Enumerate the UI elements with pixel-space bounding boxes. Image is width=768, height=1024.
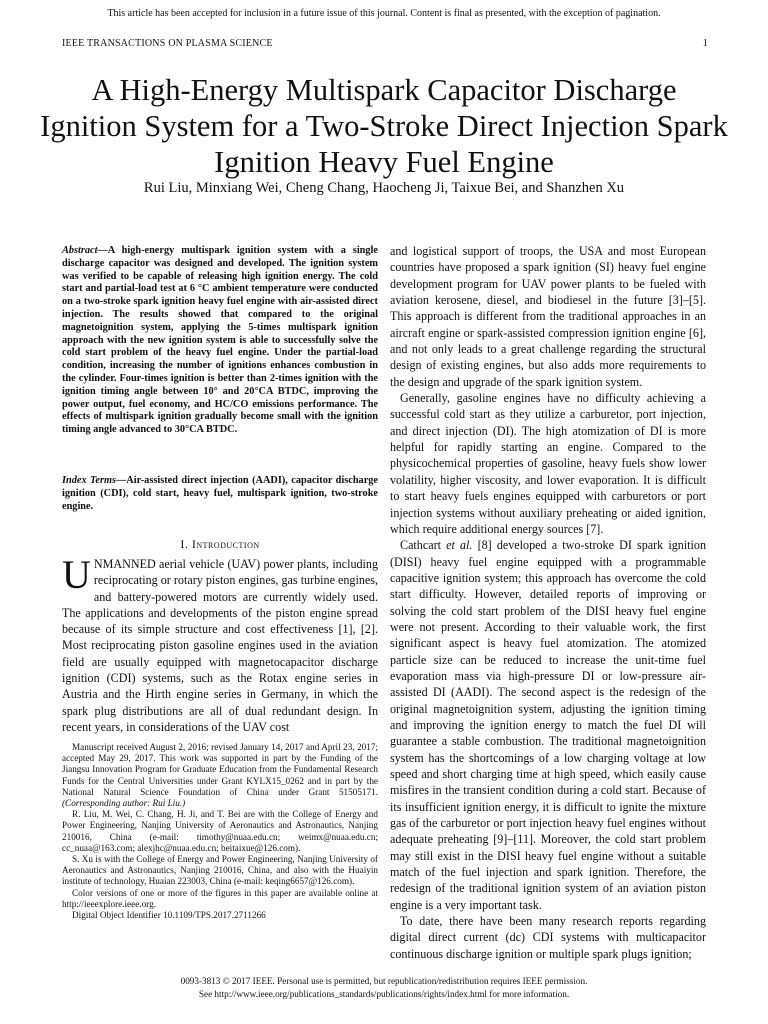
introduction-text: NMANNED aerial vehicle (UAV) power plants, including reciprocating or rotary piston engines, gas turbine engines, and battery-powered motors are currently widely used. The applications and developments of the piston engine spread because of its simple structure and cost effectiveness [1], [2]. Most reciprocating piston gasoline engines used in the aviation field are usually equipped with magnetocapacitor discharge ignition (CDI) systems, such as the Rotax engine series in Austria and the Hirth engine series in Germany, in which the spark plug distributions are all of dual redundant design. In recent years, in considerations of the UAV cost (62, 557, 378, 734)
abstract-text: A high-energy multispark ignition system with a single discharge capacitor was designed and developed. The ignition system was verified to be capable of releasing high ignition energy. The cold start and partial-load test at 6 °C ambient temperature were conducted on a two-stroke spark ignition heavy fuel engine with air-assisted direct injection. The results showed that compared to the original magnetoignition system, applying the 5-times multispark ignition approach with the new ignition system is able to successfully solve the cold start problem of the heavy fuel engine. Under the partial-load condition, increasing the number of ignitions enhances combustion in the cylinder. Four-times ignition is better than 2-times ignition with the ignition timing angle between 10° and 20°CA BTDC, improving the power output, fuel economy, and HC/CO emissions performance. The effects of multispark ignition gradually become small with the ignition timing angle advanced to 30°CA BTDC. (62, 245, 378, 436)
index-terms (62, 475, 378, 513)
drop-cap: U (62, 552, 91, 597)
manuscript-note (62, 742, 378, 809)
paragraph-3-start: Cathcart (400, 538, 447, 553)
introduction-paragraph (62, 552, 378, 735)
index-terms-text: Air-assisted direct injection (AADI), capacitor discharge ignition (CDI), cold start, heavy fuel, multispark ignition, two-stroke engine. (62, 475, 378, 512)
index-terms-label: Index Terms— (62, 475, 127, 486)
color-figures-note: Color versions of one or more of the figures in this paper are available online at http://ieeexplore.ieee.org. (62, 887, 378, 909)
footnotes (62, 742, 378, 921)
manuscript-text: Manuscript received August 2, 2016; revised January 14, 2017 and April 23, 2017; accepted May 29, 2017. This work was supported in part by the Funding of the Jiangsu Innovation Program for Graduate Education from the Fundamental Research Funds for the Central Universities under Grant KYLX15_0262 and in part by the National Natural Science Foundation of China under Grant 51505171. (62, 742, 378, 797)
abstract (62, 245, 378, 437)
paper-title: A High-Energy Multispark Capacitor Discharge Ignition System for a Two-Stroke Direct Injection Spark Ignition Heavy Fuel Engine (40, 73, 728, 179)
body-paragraph-4: To date, there have been many research reports regarding digital direct current (dc) CDI systems with multicapacitor continuous discharge ignition or multiple spark plugs ignition; (390, 914, 706, 961)
right-column-body (390, 243, 706, 962)
journal-name: IEEE TRANSACTIONS ON PLASMA SCIENCE (62, 38, 273, 49)
rights-link-line: See http://www.ieee.org/publications_standards/publications/rights/index.html for more information. (198, 988, 570, 999)
copyright-footer (40, 975, 728, 1000)
body-paragraph-3 (390, 537, 706, 913)
corresponding-author: (Corresponding author: Rui Liu.) (62, 798, 186, 809)
acceptance-notice: This article has been accepted for inclusion in a future issue of this journal. Content is final as presented, with the exception of pagination. (107, 8, 661, 19)
body-paragraph-2: Generally, gasoline engines have no difficulty achieving a successful cold start as they utilize a carburetor, port injection, and direct injection (DI). The high atomization of DI is more helpful for rapidly starting an engine. Compared to the physicochemical properties of gasoline, heavy fuels show lower volatility, higher viscosity, and lower evaporation. It is difficult to start heavy fuels engines equipped with carburetors or port injection systems without auxiliary preheating or aided ignition, which require additional energy sources [7]. (390, 391, 706, 536)
doi-note: Digital Object Identifier 10.1109/TPS.2017.2711266 (72, 910, 266, 921)
paragraph-3-rest: [8] developed a two-stroke DI spark ignition (DISI) heavy fuel engine equipped with a programmable capacitive ignition system; this approach has overcome the cold start difficulty. However, detailed reports of improving or solving the cold start problem of the DISI heavy fuel engine were not present. According to their valuable work, the first significant aspect is heavy fuel atomization. The atomized particle size can be reduced to increase the unit-time fuel evaporation mass via high-pressure DI or low-pressure air-assisted DI (AADI). The second aspect is the redesign of the original magnetoignition system, adjusting the ignition timing and improving the ignition energy to match the fuel DI will guarantee a stable combustion. The traditional magnetoignition system has the shortcomings of a low charging voltage at low speed and short charging time at high speed, which easily cause misfires in the transient condition during a cold start. Because of its insufficient ignition energy, it is difficult to ignite the mixture gas of the carburetor or port injection heavy fuel engines without adequate preheating [9]–[11]. Moreover, the cold start problem may still exist in the DISI heavy fuel engine without a suitable match of the fuel injection and spark ignition. Therefore, the redesign of the traditional ignition system of an aviation piston engine is a very important task. (390, 538, 706, 912)
running-header (62, 38, 708, 50)
body-paragraph-1: and logistical support of troops, the USA and most European countries have proposed a spark ignition (SI) heavy fuel engine development program for UAV power plants to be fueled with aviation kerosene, diesel, and biodiesel in the future [3]–[5]. This approach is different from the traditional approaches in an aircraft engine or spark-assisted compression ignition engine [6], and not only leads to a great challenge regarding the structural design of existing engines, but also adds more requirements to the design and upgrade of the spark ignition system. (390, 244, 706, 389)
abstract-label: Abstract— (62, 245, 108, 256)
author-list: Rui Liu, Minxiang Wei, Cheng Chang, Haocheng Ji, Taixue Bei, and Shanzhen Xu (143, 180, 625, 196)
section-heading-introduction: I. Introduction (180, 537, 260, 551)
copyright-line: 0093-3813 © 2017 IEEE. Personal use is permitted, but republication/redistribution requires IEEE permission. (180, 976, 588, 986)
affiliation-note-2: S. Xu is with the College of Energy and Power Engineering, Nanjing University of Aeronautics and Astronautics, Nanjing 210016, China, and also with the Huaiyin institute of technology, Huaian 223003, China (e-mail: keqing6657@126.com). (62, 854, 378, 887)
affiliation-note-1: R. Liu, M. Wei, C. Chang, H. Ji, and T. Bei are with the College of Energy and Power Engineering, Nanjing University of Aeronautics and Astronautics, Nanjing 210016, China (e-mail: timothy@nuaa.edu.cn; weimx@nuaa.edu.cn; cc_nuaa@163.com; alexjhc@nuaa.edu.cn; beitaixue@126.com). (62, 809, 378, 853)
page-number: 1 (702, 38, 708, 49)
et-al-text: et al. (446, 538, 473, 553)
